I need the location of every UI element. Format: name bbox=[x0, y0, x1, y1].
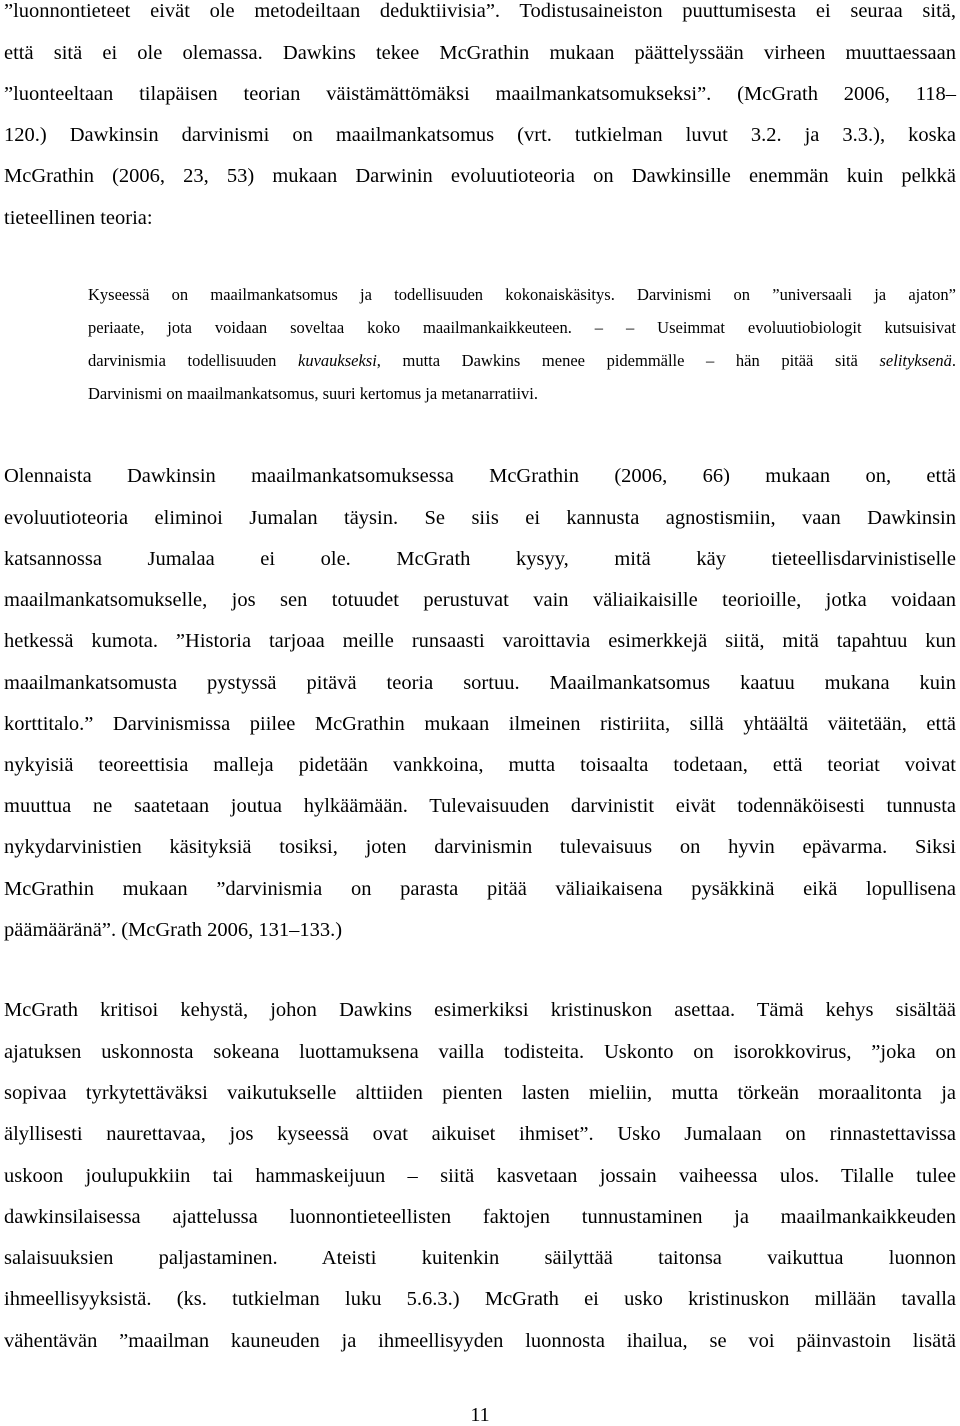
quote-line: Darvinismi on maailmankatsomus, suuri kertomus ja metanarratiivi. bbox=[88, 384, 538, 403]
text-line: salaisuuksien paljastaminen. Ateisti kuitenkin säilyttää taitonsa vaikuttua luonnon bbox=[4, 1247, 956, 1269]
text-line: sopivaa tyrkytettäväksi vaikutukselle alttiiden pienten lasten mieliin, mutta törkeän moraalitonta ja bbox=[4, 1082, 956, 1104]
text-line: korttitalo.” Darvinismissa piilee McGrathin mukaan ilmeinen ristiriita, sillä yhtäältä väitetään, että bbox=[4, 713, 956, 735]
text-line: nykydarvinistien käsityksiä tosiksi, joten darvinismin tulevaisuus on hyvin epävarma. Siksi bbox=[4, 836, 956, 858]
text-line: muuttua ne saatetaan joutua hylkäämään. Tulevaisuuden darvinistit eivät todennäköisesti tunnusta bbox=[4, 795, 956, 817]
text-line: ajatuksen uskonnosta sokeana luottamuksena vailla todisteita. Uskonto on isorokkovirus, ”joka on bbox=[4, 1041, 956, 1063]
text-line: ihmeellisyyksistä. (ks. tutkielman luku 5.6.3.) McGrath ei usko kristinuskon millään tavalla bbox=[4, 1288, 956, 1310]
text-line: älyllisesti naurettavaa, jos kyseessä ovat aikuiset ihmiset”. Usko Jumalaan on rinnastettavissa bbox=[4, 1123, 956, 1145]
quote-text: . bbox=[951, 351, 956, 370]
text-line: tieteellinen teoria: bbox=[4, 207, 153, 229]
text-line: evoluutioteoria eliminoi Jumalan täysin. Se siis ei kannusta agnostismiin, vaan Dawkinsin bbox=[4, 507, 956, 529]
quote-text: darvinismia todellisuuden bbox=[88, 351, 298, 370]
text-line: katsannossa Jumalaa ei ole. McGrath kysyy, mitä käy tieteellisdarvinistiselle bbox=[4, 548, 956, 570]
emphasis-text: kuvaukseksi bbox=[298, 351, 377, 370]
text-line: McGrathin mukaan ”darvinismia on parasta pitää väliaikaisena pysäkkinä eikä lopullisena bbox=[4, 878, 956, 900]
text-line: vähentävän ”maailman kauneuden ja ihmeellisyyden luonnosta ihailua, se voi päinvastoin lisätä bbox=[4, 1330, 956, 1352]
text-line: dawkinsilaisessa ajattelussa luonnontieteellisten faktojen tunnustaminen ja maailmankaikkeuden bbox=[4, 1206, 956, 1228]
text-line: Olennaista Dawkinsin maailmankatsomuksessa McGrathin (2006, 66) mukaan on, että bbox=[4, 465, 956, 487]
text-line: uskoon joulupukkiin tai hammaskeijuun – siitä kasvetaan jossain vaiheessa ulos. Tilalle tulee bbox=[4, 1165, 956, 1187]
page-number: 11 bbox=[470, 1404, 490, 1426]
text-line: hetkessä kumota. ”Historia tarjoaa meille runsaasti varoittavia esimerkkejä siitä, mitä tapahtuu kun bbox=[4, 630, 956, 652]
text-line: McGrath kritisoi kehystä, johon Dawkins esimerkiksi kristinuskon asettaa. Tämä kehys sisältää bbox=[4, 999, 956, 1021]
text-line: maailmankatsomukselle, jos sen totuudet perustuvat vain väliaikaisille teorioille, jotka voidaan bbox=[4, 589, 956, 611]
text-line: päämääränä”. (McGrath 2006, 131–133.) bbox=[4, 919, 343, 941]
text-line: McGrathin (2006, 23, 53) mukaan Darwinin evoluutioteoria on Dawkinsille enemmän kuin pelkkä bbox=[4, 165, 956, 187]
quote-line bbox=[88, 353, 956, 370]
quote-line: Kyseessä on maailmankatsomus ja todellisuuden kokonaiskäsitys. Darvinismi on ”universaali ja ajaton” bbox=[88, 285, 956, 304]
text-line: maailmankatsomusta pystyssä pitävä teoria sortuu. Maailmankatsomus kaatuu mukana kuin bbox=[4, 672, 956, 694]
quote-text: , mutta Dawkins menee pidemmälle – hän pitää sitä bbox=[376, 351, 880, 370]
emphasis-text: selityksenä bbox=[879, 351, 952, 370]
text-line: nykyisiä teoreettisia malleja pidetään vankkoina, mutta toisaalta todetaan, että teoriat voivat bbox=[4, 754, 956, 776]
text-line: ”luonnontieteet eivät ole metodeiltaan deduktiivisia”. Todistusaineiston puuttumisesta ei seuraa sitä, bbox=[4, 0, 956, 22]
text-line: 120.) Dawkinsin darvinismi on maailmankatsomus (vrt. tutkielman luvut 3.2. ja 3.3.), koska bbox=[4, 124, 956, 146]
quote-line: periaate, jota voidaan soveltaa koko maailmankaikkeuteen. – – Useimmat evoluutiobiologit kutsuisivat bbox=[88, 318, 956, 337]
text-line: ”luonteeltaan tilapäisen teorian väistämättömäksi maailmankatsomukseksi”. (McGrath 2006, 118– bbox=[4, 83, 956, 105]
text-line: että sitä ei ole olemassa. Dawkins tekee McGrathin mukaan päättelyssään virheen muuttaessaan bbox=[4, 42, 956, 64]
